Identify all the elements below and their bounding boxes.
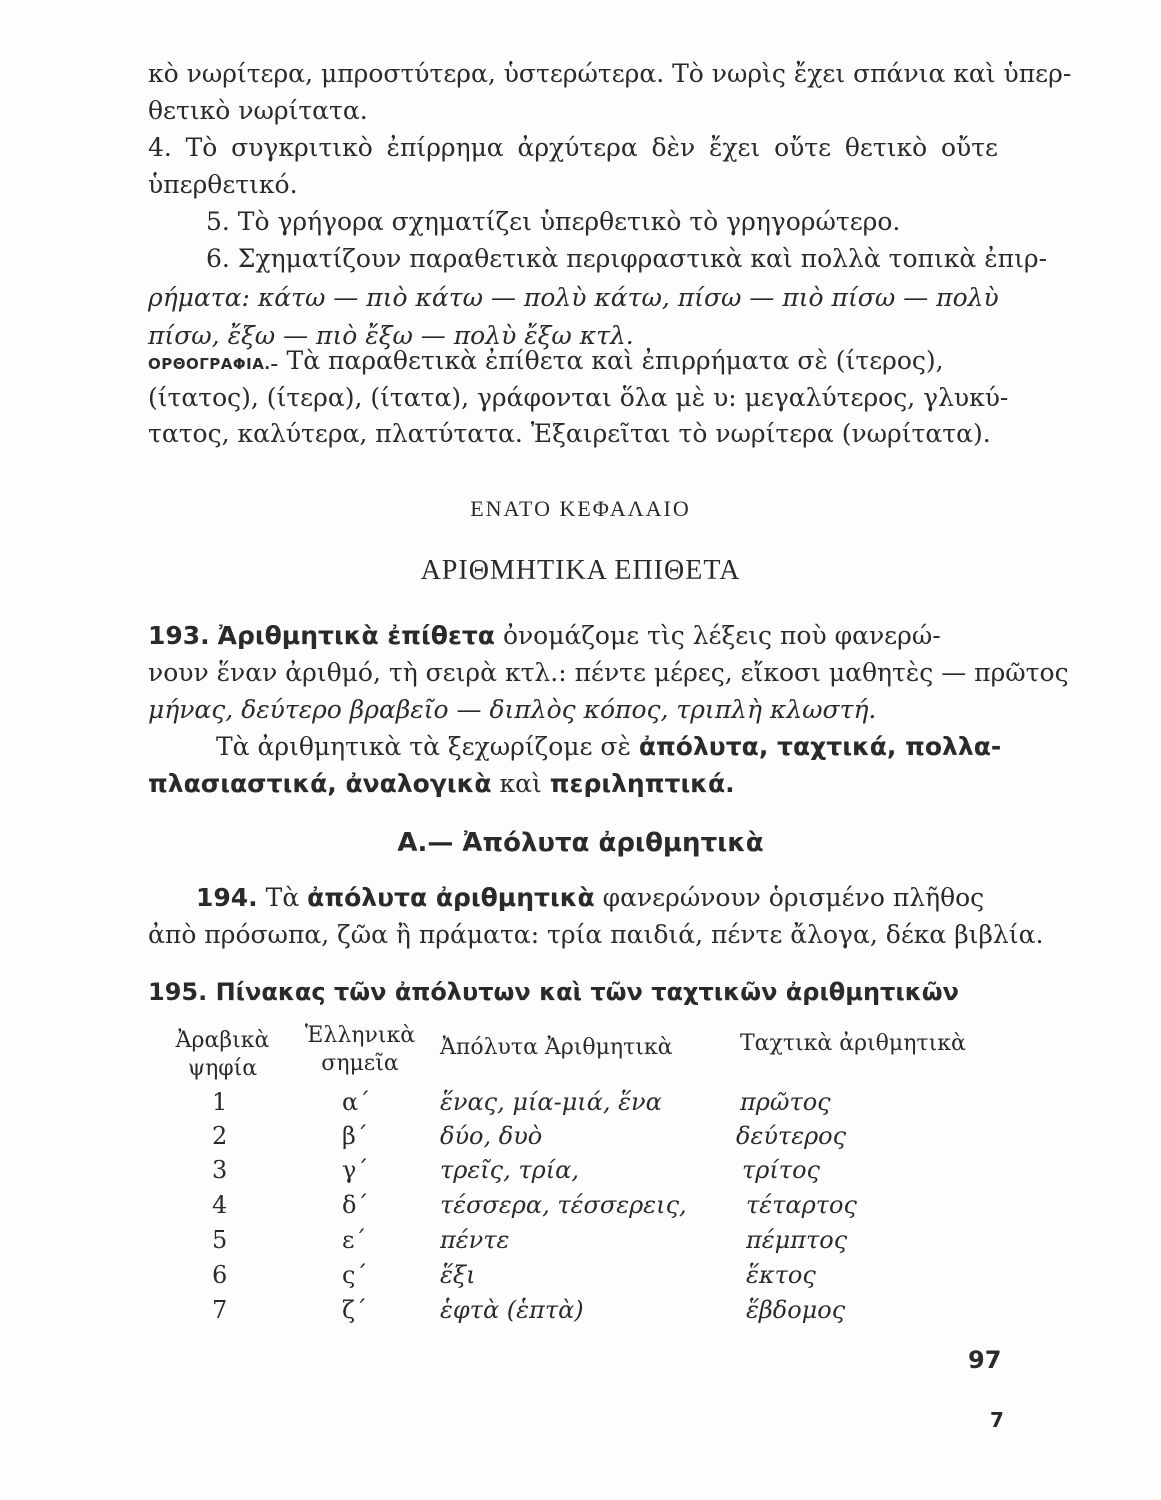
table-cell-greek: δ΄ [342,1191,369,1219]
p193-line-2: νουν ἕναν ἀριθμό, τὴ σειρὰ κτλ.: πέντε μέρες, εἴκοσι μαθητὲς — πρῶτος [148,658,1069,687]
table-cell-arabic: 7 [212,1296,228,1324]
text-line-4: ὑπερθετικό. [148,170,298,199]
text-line-1: κὸ νωρίτερα, μπροστύτερα, ὑστερώτερα. Τὸ νωρὶς ἔχει σπάνια καὶ ὑπερ- [148,59,1072,88]
p193-bold-e1: πλασιαστικά, ἀναλογικὰ [148,769,492,798]
table-cell-arabic: 1 [212,1088,228,1116]
table-cell-arabic: 3 [212,1156,228,1184]
table-cell-absolute: ἕξι [440,1261,476,1289]
table-cell-ordinal: πέμπτος [746,1226,848,1254]
table-cell-arabic: 4 [212,1191,228,1219]
table-cell-greek: γ΄ [342,1156,369,1184]
text-line-8: πίσω, ἔξω — πιὸ ἔξω — πολὺ ἔξω κτλ. [148,321,634,350]
table-cell-arabic: 5 [212,1226,228,1254]
p193-term: Ἀριθμητικὰ ἐπίθετα [217,621,495,650]
table-header-arabic [160,1027,285,1083]
table-cell-greek: ς΄ [342,1261,368,1289]
table-header-absolute: Ἀπόλυτα Ἀριθμητικὰ [440,1035,673,1060]
chapter-title: ΑΡΙΘΜΗΤΙΚΑ ΕΠΙΘΕΤΑ [420,555,741,586]
table-cell-greek: ζ΄ [342,1296,368,1324]
p194-text-rest: φανερώνουν ὁρισμένο πλῆθος [602,883,985,912]
table-header-arabic-2: ψηφία [187,1056,258,1081]
text-line-5: 5. Τὸ γρήγορα σχηματίζει ὑπερθετικὸ τὸ γρηγορώτερο. [206,207,901,236]
table-cell-arabic: 2 [212,1122,228,1150]
p194-number: 194. [196,883,258,912]
table-header-greek [295,1022,425,1078]
table-cell-absolute: τρεῖς, τρία, [440,1156,580,1184]
p193-bold-e2: περιληπτικά. [549,769,735,798]
table-header-greek-1: Ἑλληνικὰ [304,1023,416,1048]
table-cell-ordinal: τρίτος [742,1156,820,1184]
table-cell-ordinal: ἕκτος [746,1261,816,1289]
orthography-label: ΟΡΘΟΓΡΑΦΙΑ.– [148,355,279,373]
chapter-heading: ΕΝΑΤΟ ΚΕΦΑΛΑΙΟ [470,496,691,521]
table-cell-absolute: ἑφτὰ (ἑπτὰ) [440,1296,584,1324]
text-line-6: 6. Σχηματίζουν παραθετικὰ περιφραστικὰ καὶ πολλὰ τοπικὰ ἐπιρ- [206,244,1048,273]
p194-text-start: Τὰ [265,883,300,912]
table-cell-ordinal: τέταρτος [746,1191,857,1219]
table-header-greek-2: σημεῖα [321,1051,399,1076]
table-cell-ordinal: δεύτερος [736,1122,847,1150]
table-cell-absolute: ἕνας, μία-μιά, ἕνα [440,1088,662,1116]
p195-heading: 195. Πίνακας τῶν ἀπόλυτων καὶ τῶν ταχτικῶν ἀριθμητικῶν [148,978,959,1006]
table-cell-ordinal: ἕβδομος [746,1296,846,1324]
table-cell-absolute: πέντε [440,1226,510,1254]
text-line-11: τατος, καλύτερα, πλατύτατα. Ἐξαιρεῖται τὸ νωρίτερα (νωρίτατα). [148,419,991,448]
text-line-10: (ίτατος), (ίτερα), (ίτατα), γράφονται ὅλα μὲ υ: μεγαλύτερος, γλυκύ- [148,383,1009,412]
orthography-text: Τὰ παραθετικὰ ἐπίθετα καὶ ἐπιρρήματα σὲ (ίτερος), [286,346,944,375]
table-cell-greek: ε΄ [342,1226,367,1254]
text-line-2: θετικὸ νωρίτατα. [148,96,368,125]
table-header-arabic-1: Ἀραβικὰ [175,1028,270,1053]
table-cell-greek: α΄ [342,1088,371,1116]
p193-number: 193. [148,621,210,650]
p193-line-4 [148,729,1002,765]
p194-line-2: ἀπὸ πρόσωπα, ζῶα ἢ πράματα: τρία παιδιά, πέντε ἄλογα, δέκα βιβλία. [148,920,1044,949]
table-cell-absolute: τέσσερα, τέσσερεις, [440,1191,687,1219]
table-cell-absolute: δύο, δυὸ [440,1122,543,1150]
text-line-3: 4. Τὸ συγκριτικὸ ἐπίρρημα ἀρχύτερα δὲν ἔχει οὔτε θετικὸ οὔτε [148,133,998,162]
table-cell-arabic: 6 [212,1261,228,1289]
p193-text-e: καὶ [499,769,542,798]
table-header-ordinal: Ταχτικὰ ἀριθμητικὰ [740,1031,966,1056]
p193-text-d: Τὰ ἀριθμητικὰ τὰ ξεχωρίζομε σὲ [216,732,631,761]
orthography-line [148,343,998,382]
p193-line-5 [148,766,998,802]
p193-line-3: μήνας, δεύτερο βραβεῖο — διπλὸς κόπος, τριπλὴ κλωστή. [148,695,877,724]
p194-bold: ἀπόλυτα ἀριθμητικὰ [307,883,595,912]
table-cell-ordinal: πρῶτος [740,1088,831,1116]
p193-text-a: ὀνομάζομε τὶς λέξεις ποὺ φανερώ- [502,621,941,650]
table-cell-greek: β΄ [342,1122,368,1150]
p194-line-1 [148,880,998,916]
p193-line-1 [148,618,998,654]
text-line-7: ρήματα: κάτω — πιὸ κάτω — πολὺ κάτω, πίσω — πιὸ πίσω — πολὺ [148,283,999,312]
signature-mark: 7 [990,1408,1004,1432]
p193-bold-d: ἀπόλυτα, ταχτικά, πολλα- [638,732,1002,761]
page-number: 97 [968,1346,1002,1374]
section-a-heading: Α.— Ἀπόλυτα ἀριθμητικὰ [397,828,764,858]
